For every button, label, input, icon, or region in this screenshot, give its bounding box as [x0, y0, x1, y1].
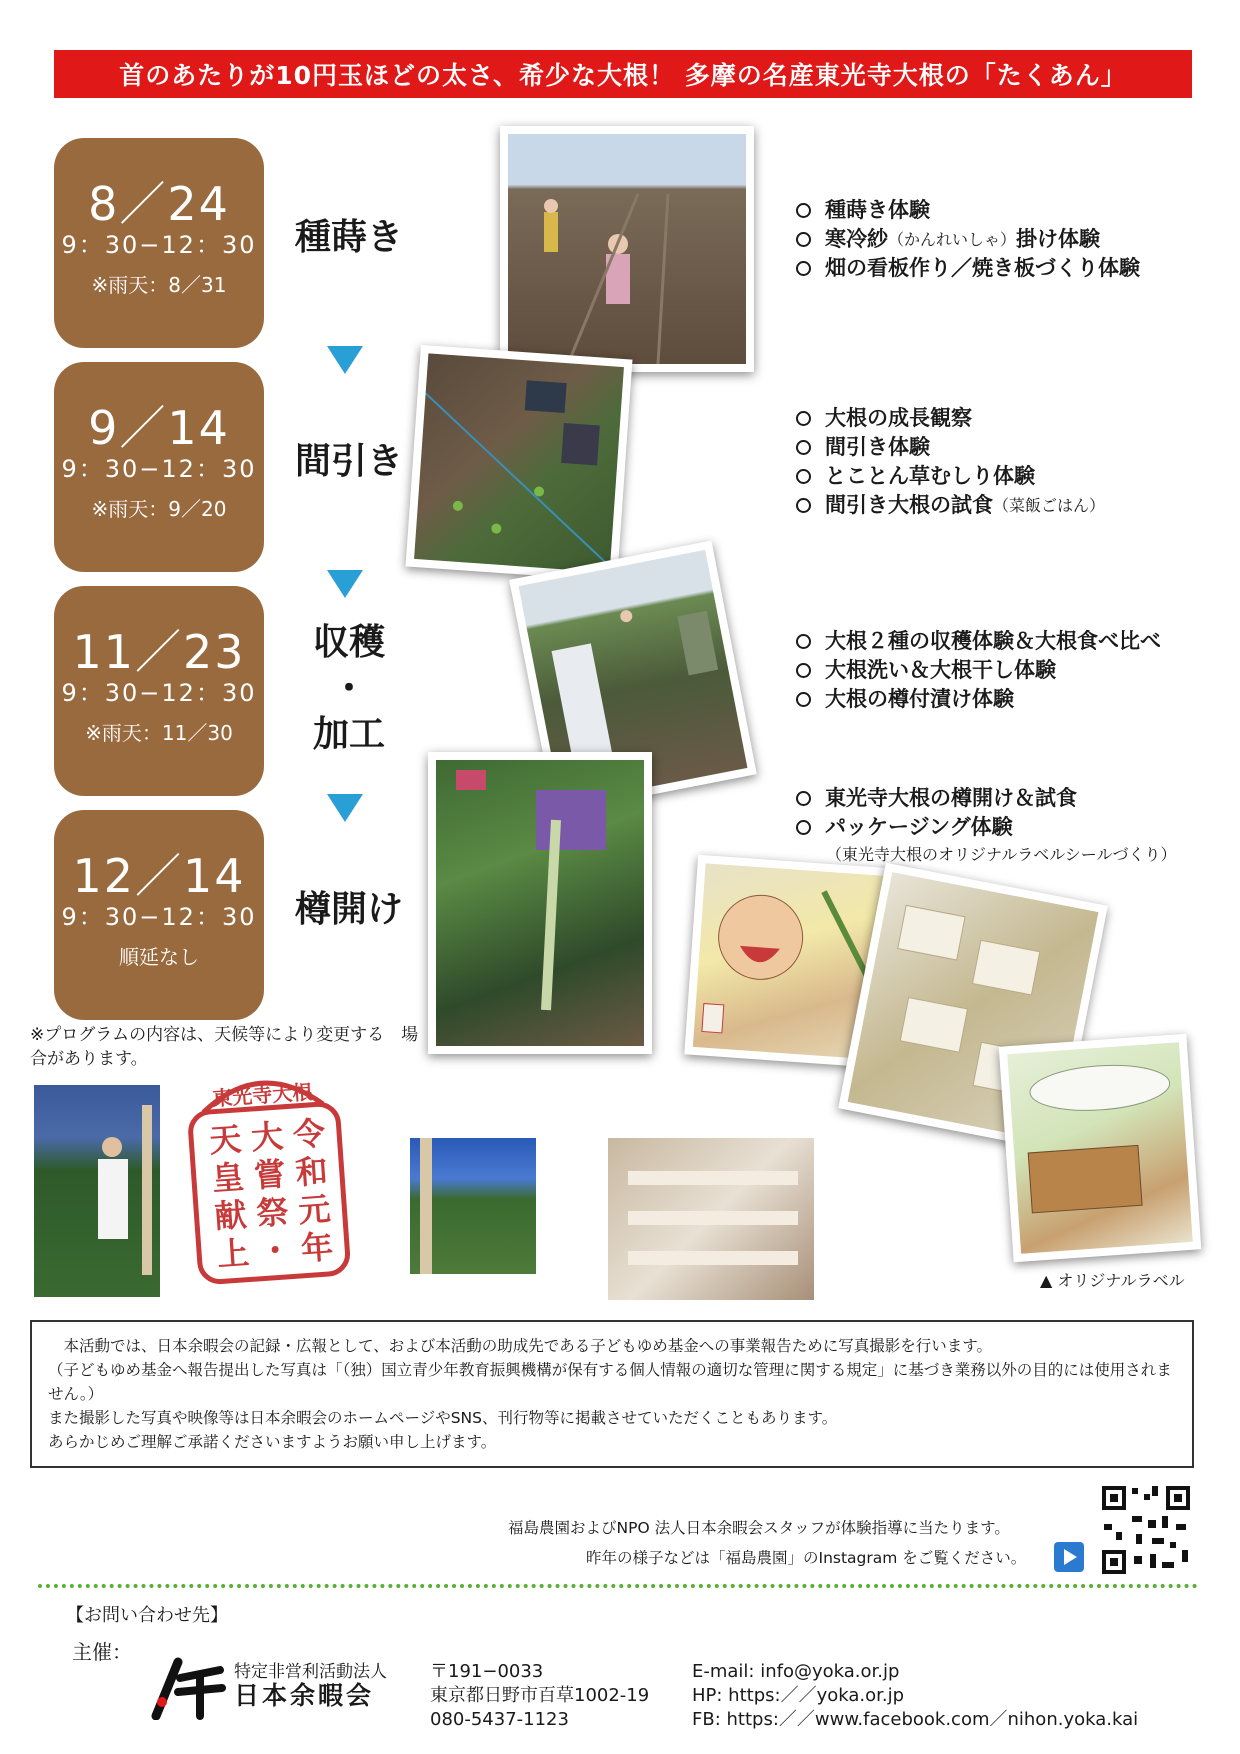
postal-code: 〒191−0033 [430, 1661, 544, 1682]
svg-text:和: 和 [294, 1151, 330, 1193]
contact-heading: 【お問い合わせ先】 [66, 1605, 228, 1626]
bullet-icon [796, 203, 811, 218]
svg-text:上: 上 [215, 1233, 251, 1274]
play-icon[interactable] [1054, 1542, 1084, 1572]
seal-stamp-icon [181, 1063, 356, 1292]
list-item: 大根の成長観察 [796, 404, 1105, 433]
label-dot: ・ [330, 668, 367, 709]
list-item: 大根２種の収穫体験＆大根食べ比べ [796, 627, 1161, 656]
rain-date: ※雨天：8／31 [91, 273, 227, 297]
time: 9：30−12：30 [61, 903, 257, 931]
svg-text:大: 大 [249, 1116, 285, 1158]
facebook-link[interactable]: FB: https:／／www.facebook.com／nihon.yoka.kai [692, 1709, 1139, 1730]
program-note: ※プログラムの内容は、天候等により変更する 場合があります。 [30, 1025, 419, 1069]
list-item: とことん草むしり体験 [796, 462, 1105, 491]
disclaimer-line: 本活動では、日本余暇会の記録・広報として、および本活動の助成先である子どもゆめ基金への事業報告ために写真撮影を行います。 [48, 1337, 992, 1355]
date-box-1 [54, 138, 264, 348]
bullet-icon [796, 469, 811, 484]
bullet-icon [796, 634, 811, 649]
activities-sowing [796, 196, 1140, 283]
date: 8／24 [88, 177, 230, 231]
list-item: 寒冷紗 （かんれいしゃ） 掛け体験 [796, 225, 1140, 254]
address: 東京都日野市百草1002-19 [430, 1685, 650, 1706]
step-label-barrel-opening: 樽開け [294, 889, 403, 930]
label-processing: 加工 [312, 714, 385, 755]
photo-daikon-field [428, 752, 652, 1054]
bullet-icon [796, 692, 811, 707]
yoka-logo-icon [150, 1656, 226, 1720]
arrow-down-icon [327, 794, 363, 822]
org-name: 日本余暇会 [234, 1681, 375, 1710]
list-item: 東光寺大根の樽開け＆試食 [796, 784, 1176, 813]
date-box-2 [54, 362, 264, 572]
bullet-icon [796, 663, 811, 678]
svg-text:天: 天 [208, 1119, 243, 1160]
activities-barrel-opening [796, 784, 1176, 868]
photo-farmer [34, 1085, 160, 1297]
list-item: 間引き大根の試食 （菜飯ごはん） [796, 491, 1105, 520]
photo-sowing [500, 126, 754, 372]
list-item: パッケージング体験 [796, 813, 1176, 842]
packaging-note: （東光寺大根のオリジナルラベルシールづくり） [826, 845, 1177, 864]
photo-original-label [999, 1034, 1202, 1263]
svg-text:祭: 祭 [255, 1192, 290, 1233]
step-label-sowing: 種蒔き [294, 217, 403, 258]
bullet-icon [796, 498, 811, 513]
date: 11／23 [72, 625, 246, 679]
disclaimer-line: また撮影した写真や映像等は日本余暇会のホームページやSNS、刊行物等に掲載させていただくこともあります。 [48, 1409, 838, 1427]
svg-text:年: 年 [299, 1227, 335, 1268]
svg-text:皇: 皇 [210, 1157, 246, 1198]
stamp-tenno-kenjo [181, 1063, 356, 1292]
activities-thinning [796, 404, 1105, 520]
date: 12／14 [72, 849, 246, 903]
headline-banner: 首のあたりが10円玉ほどの太さ、希少な大根！ 多摩の名産東光寺大根の「たくあん」 [54, 50, 1192, 98]
photo-disclaimer [30, 1320, 1194, 1468]
step-label-harvest [284, 620, 414, 758]
rain-date: ※雨天：11／30 [85, 721, 233, 745]
date-box-4 [54, 810, 264, 1020]
bullet-icon [796, 440, 811, 455]
step-label-thinning: 間引き [294, 441, 403, 482]
organizer-label: 主催： [72, 1640, 132, 1664]
bullet-icon [796, 791, 811, 806]
divider [38, 1584, 1198, 1588]
label-harvest: 収穫 [312, 622, 385, 663]
qr-code-icon[interactable] [1100, 1484, 1192, 1576]
bullet-icon [796, 820, 811, 835]
svg-text:東光寺大根: 東光寺大根 [211, 1079, 313, 1111]
disclaimer-line: （子どもゆめ基金へ報告提出した写真は「（独）国立青少年教育振興機構が保有する個人情報の適切な管理に関する規定」に基づき業務以外の目的には使用されません。） [48, 1361, 1172, 1403]
rain-date: 順延なし [119, 945, 199, 969]
activities-harvest [796, 627, 1161, 714]
time: 9：30−12：30 [61, 455, 257, 483]
photo-thinning [406, 345, 633, 581]
list-item: 大根洗い＆大根干し体験 [796, 656, 1161, 685]
list-item: 種蒔き体験 [796, 196, 1140, 225]
disclaimer-line: あらかじめご理解ご承諾くださいますようお願い申し上げます。 [48, 1433, 497, 1451]
staff-note: 福島農園およびNPO 法人日本余暇会スタッフが体験指導に当たります。 [508, 1519, 1010, 1537]
svg-text:嘗: 嘗 [252, 1154, 288, 1195]
bullet-icon [796, 411, 811, 426]
list-item: 大根の樽付漬け体験 [796, 685, 1161, 714]
label-caption: ▲ オリジナルラベル [1040, 1271, 1185, 1290]
email-link[interactable]: E-mail: info@yoka.or.jp [692, 1661, 900, 1682]
list-item: 間引き体験 [796, 433, 1105, 462]
instagram-note: 昨年の様子などは「福島農園」のInstagram をご覧ください。 [586, 1549, 1027, 1567]
time: 9：30−12：30 [61, 231, 257, 259]
homepage-link[interactable]: HP: https:／／yoka.or.jp [692, 1685, 905, 1706]
photo-dried-daikon [608, 1138, 814, 1300]
svg-text:令: 令 [291, 1113, 327, 1155]
arrow-down-icon [327, 570, 363, 598]
svg-text:・: ・ [257, 1230, 293, 1271]
time: 9：30−12：30 [61, 679, 257, 707]
svg-text:元: 元 [297, 1189, 332, 1230]
phone: 080-5437-1123 [430, 1709, 569, 1730]
bullet-icon [796, 232, 811, 247]
svg-text:献: 献 [213, 1195, 248, 1236]
rain-date: ※雨天：9／20 [91, 497, 227, 521]
photo-signpost [410, 1138, 536, 1274]
list-item: 畑の看板作り／焼き板づくり体験 [796, 254, 1140, 283]
arrow-down-icon [327, 346, 363, 374]
org-type: 特定非営利活動法人 [234, 1662, 387, 1682]
date: 9／14 [88, 401, 230, 455]
bullet-icon [796, 261, 811, 276]
date-box-3 [54, 586, 264, 796]
